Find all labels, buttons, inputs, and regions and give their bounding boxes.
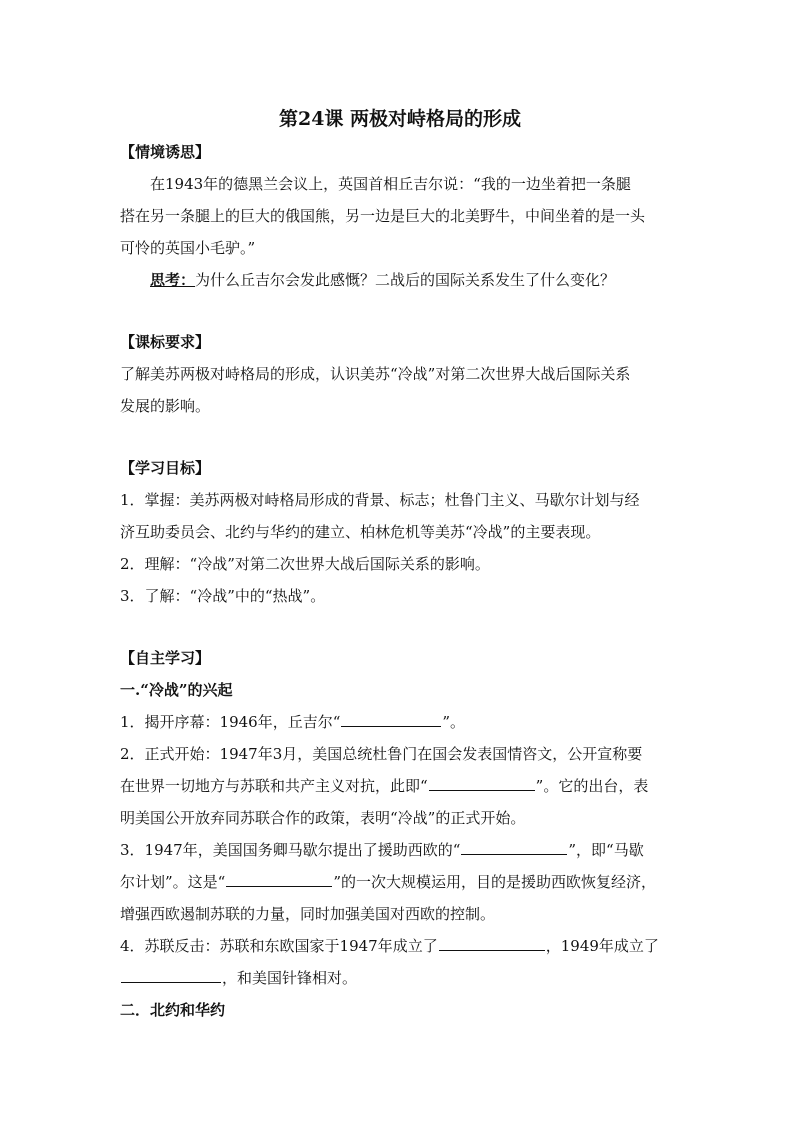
fill-blank-3[interactable]: [461, 840, 567, 855]
standard-line-2: 发展的影响。: [120, 397, 211, 415]
standard-heading: 【课标要求】: [120, 333, 211, 351]
fill-blank-4[interactable]: [226, 872, 332, 887]
item-3-line-1: [120, 834, 680, 866]
fill-blank-6[interactable]: [121, 968, 221, 983]
item-2-line-3: 明美国公开放弃同苏联合作的政策，表明“冷战”的正式开始。: [120, 809, 526, 827]
think-line: [120, 264, 680, 296]
item-3-line-2-text: 尔计划”。这是“: [120, 873, 226, 891]
item-2-line-2: [120, 770, 680, 802]
fill-blank-2[interactable]: [429, 776, 535, 791]
spacer: [120, 422, 680, 452]
objective-line-4: 3．了解：“冷战”中的“热战”。: [120, 587, 326, 605]
item-3-text: 3．1947年，美国国务卿马歇尔提出了援助西欧的“: [120, 841, 461, 859]
objective-line-2: 济互助委员会、北约与华约的建立、柏林危机等美苏“冷战”的主要表现。: [120, 523, 601, 541]
item-1-text: 1．揭开序幕：1946年，丘吉尔“: [120, 713, 341, 731]
situation-heading: 【情境诱思】: [120, 143, 211, 161]
think-text: 为什么丘吉尔会发此感慨？二战后的国际关系发生了什么变化？: [195, 271, 616, 289]
item-2-text: 在世界一切地方与苏联和共产主义对抗，此即“: [120, 777, 428, 795]
fill-blank-1[interactable]: [341, 712, 441, 727]
item-3-line-2: [120, 866, 680, 898]
item-3-tail: ”，即“马歇: [568, 841, 644, 859]
think-label: 思考：: [150, 271, 196, 289]
situation-line-2: 搭在另一条腿上的巨大的俄国熊，另一边是巨大的北美野牛，中间坐着的是一头: [120, 207, 646, 225]
standard-line-1: 了解美苏两极对峙格局的形成，认识美苏“冷战”对第二次世界大战后国际关系: [120, 365, 631, 383]
item-4-line-2: [120, 962, 680, 994]
objectives-heading: 【学习目标】: [120, 459, 211, 477]
self-study-heading: 【自主学习】: [120, 649, 211, 667]
item-2-tail: ”。它的出台，表: [535, 777, 649, 795]
item-2-line-1: 2．正式开始：1947年3月，美国总统杜鲁门在国会发表国情咨文，公开宣称要: [120, 745, 643, 763]
page-title: 第24课 两极对峙格局的形成: [278, 108, 522, 130]
objective-line-1: 1．掌握：美苏两极对峙格局形成的背景、标志；杜鲁门主义、马歇尔计划与经: [120, 491, 640, 509]
item-1: [120, 706, 680, 738]
item-1-tail: ”。: [442, 713, 466, 731]
spacer: [120, 612, 680, 642]
item-4-line-2-tail: ，和美国针锋相对。: [222, 969, 358, 987]
item-3-line-2-tail: ”的一次大规模运用，目的是援助西欧恢复经济，: [333, 873, 657, 891]
fill-blank-5[interactable]: [439, 936, 545, 951]
item-4-tail: ，1949年成立了: [545, 937, 659, 955]
situation-line-1: 在1943年的德黑兰会议上，英国首相丘吉尔说：“我的一边坐着把一条腿: [150, 175, 631, 193]
document-content: [120, 102, 680, 1026]
item-4-line-1: [120, 930, 680, 962]
section-cold-war-heading: 一.“冷战”的兴起: [120, 681, 233, 699]
situation-line-3: 可怜的英国小毛驴。”: [120, 239, 256, 257]
item-3-line-3: 增强西欧遏制苏联的力量，同时加强美国对西欧的控制。: [120, 905, 496, 923]
spacer: [120, 296, 680, 326]
item-4-text: 4．苏联反击：苏联和东欧国家于1947年成立了: [120, 937, 438, 955]
section-nato-warsaw-heading: 二．北约和华约: [120, 1001, 226, 1019]
objective-line-3: 2．理解：“冷战”对第二次世界大战后国际关系的影响。: [120, 555, 490, 573]
